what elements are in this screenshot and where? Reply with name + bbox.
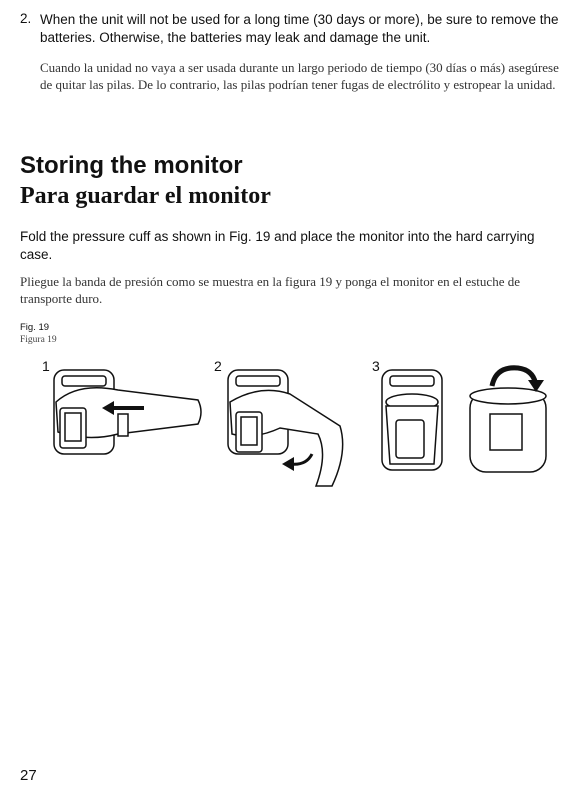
step-3-illustration bbox=[376, 362, 556, 477]
section-heading-english: Storing the monitor bbox=[20, 152, 243, 179]
step-3-number: 3 bbox=[372, 358, 380, 374]
step-2-number: 2 bbox=[214, 358, 222, 374]
instruction-spanish: Cuando la unidad no vaya a ser usada durante un largo periodo de tiempo (30 días o más) asegúrese de quitar las pilas. De lo contrario, las pilas podrían tener fugas de electrólito y estropear la unidad. bbox=[40, 60, 559, 92]
list-number: 2. bbox=[20, 11, 32, 26]
storage-instruction-spanish: Pliegue la banda de presión como se muestra en la figura 19 y ponga el monitor en el estuche de transporte duro. bbox=[20, 274, 520, 306]
figure-label-english: Fig. 19 bbox=[20, 322, 50, 333]
step-1-illustration bbox=[48, 362, 208, 472]
storage-instruction-english: Fold the pressure cuff as shown in Fig. 19 and place the monitor into the hard carrying case. bbox=[20, 229, 535, 262]
step-1-number: 1 bbox=[42, 358, 50, 374]
instruction-english: When the unit will not be used for a long time (30 days or more), be sure to remove the batteries. Otherwise, the batteries may leak and damage the unit. bbox=[40, 12, 559, 45]
figure-label-spanish: Figura 19 bbox=[20, 335, 57, 345]
page-number: 27 bbox=[20, 767, 37, 784]
step-2-illustration bbox=[220, 362, 360, 492]
section-heading-spanish: Para guardar el monitor bbox=[20, 183, 271, 209]
list-item-2 bbox=[20, 11, 562, 93]
